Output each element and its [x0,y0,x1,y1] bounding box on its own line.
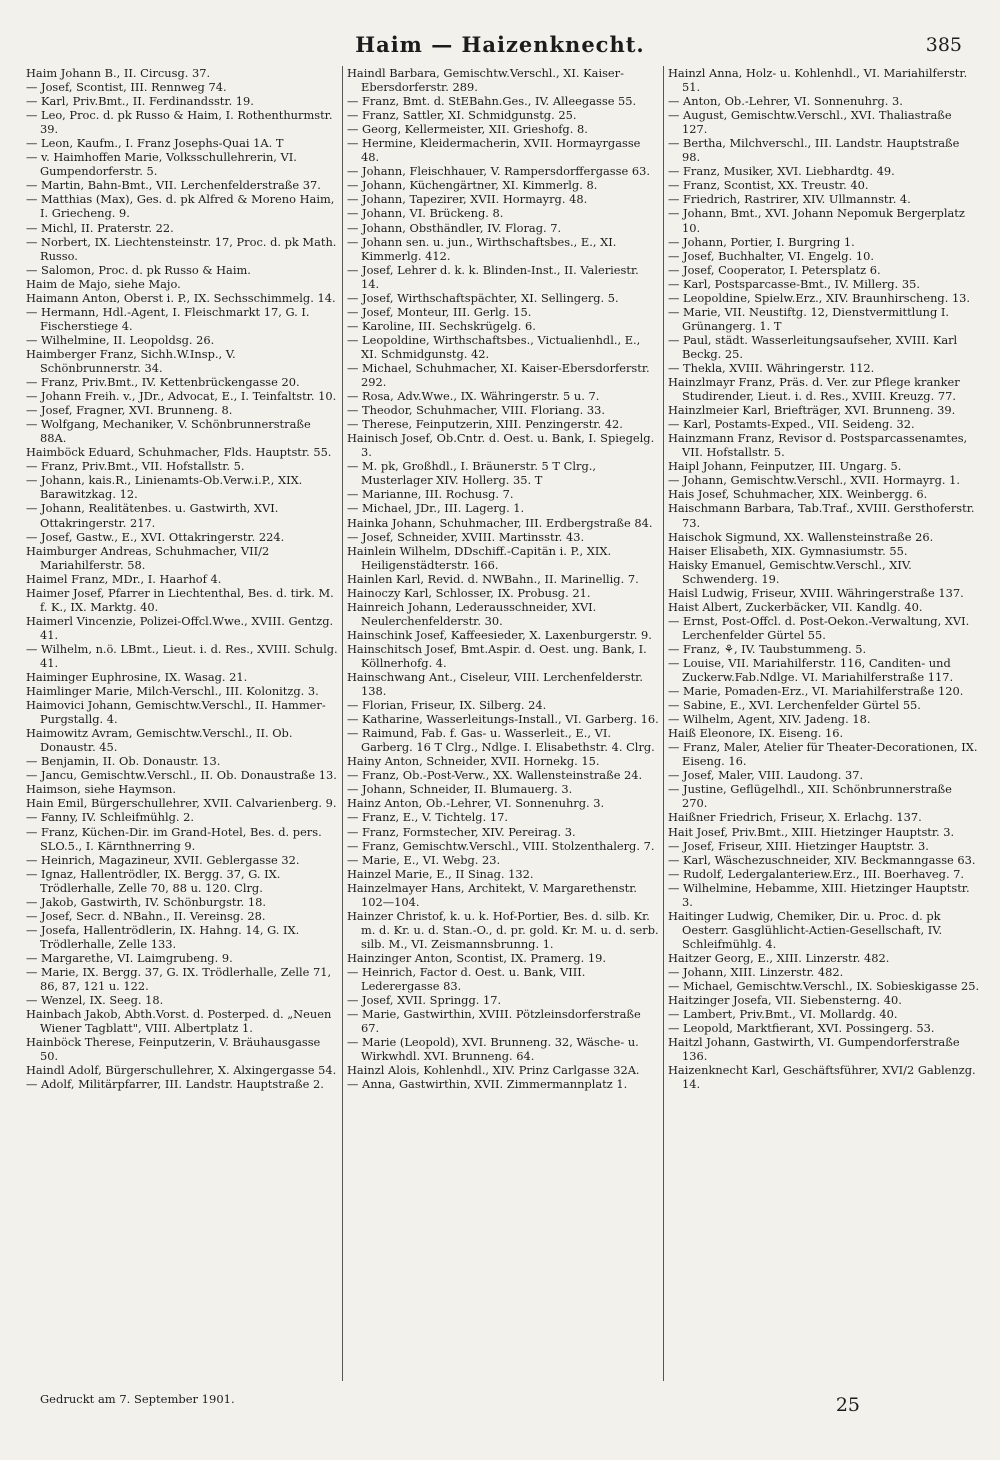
directory-entry: — Johann, Bmt., XVI. Johann Nepomuk Bergerplatz 10. [668,206,965,235]
directory-entry: — Franz, Ob.-Post-Verw., XX. Wallensteinstraße 24. [347,768,643,783]
directory-entry: Hainzl Alois, Kohlenhdl., XIV. Prinz Carlgasse 32A. [347,1063,640,1078]
directory-entry: — Johann Freih. v., JDr., Advocat, E., I. Teinfaltstr. 10. [26,389,337,404]
directory-entry: Haim Johann B., II. Circusg. 37. [26,66,211,80]
directory-entry: Hainoczy Karl, Schlosser, IX. Probusg. 21. [347,585,591,600]
directory-entry: Haipl Johann, Feinputzer, III. Ungarg. 5. [668,459,902,474]
directory-entry: Haiser Elisabeth, XIX. Gymnasiumstr. 55. [668,543,908,558]
directory-entry: Hainreich Johann, Lederausschneider, XVI. Neulerchenfelderstr. 30. [347,599,597,628]
directory-entry: — Josef, Friseur, XIII. Hietzinger Hauptstr. 3. [668,838,929,853]
directory-entry: — Franz, Formstecher, XIV. Pereirag. 3. [347,824,576,839]
directory-entry: — Franz, Sattler, XI. Schmidgunstg. 25. [347,108,577,123]
directory-entry: — Theodor, Schuhmacher, VIII. Floriang. 33. [347,403,606,418]
directory-entry: Haimerl Vincenzie, Polizei-Offcl.Wwe., XVIII. Gentzg. 41. [26,613,334,642]
directory-entry: — Katharine, Wasserleitungs-Install., VI. Garberg. 16. [347,712,659,727]
directory-entry: Haist Albert, Zuckerbäcker, VII. Kandlg. 40. [668,599,923,614]
directory-entry: Haisl Ludwig, Friseur, XVIII. Währingerstraße 137. [668,585,964,600]
directory-entry: — Franz, Bmt. d. StEBahn.Ges., IV. Alleegasse 55. [347,94,637,109]
directory-entry: — Josef, XVII. Springg. 17. [347,993,502,1008]
directory-entry: — Ernst, Post-Offcl. d. Post-Oekon.-Verwaltung, XVI. Lerchenfelder Gürtel 55. [668,613,970,642]
directory-entry: — Leopoldine, Spielw.Erz., XIV. Braunhirscheng. 13. [668,290,971,305]
directory-entry: Haiß Eleonore, IX. Eiseng. 16. [668,726,844,741]
directory-entry: — Fanny, IV. Schleifmühlg. 2. [26,810,195,825]
directory-entry: — Franz, Musiker, XVI. Liebhardtg. 49. [668,164,895,179]
directory-entry: Hainzel Marie, E., II Sinag. 132. [347,866,534,881]
directory-entry: — Franz, Scontist, XX. Treustr. 40. [668,178,869,193]
directory-entry: — Karoline, III. Sechskrügelg. 6. [347,318,536,333]
directory-entry: Haimel Franz, MDr., I. Haarhof 4. [26,571,222,586]
directory-entry: — Justine, Geflügelhdl., XII. Schönbrunnerstraße 270. [668,782,952,811]
print-date: Gedruckt am 7. September 1901. [40,1392,235,1406]
directory-entry: — Florian, Friseur, IX. Silberg. 24. [347,698,547,713]
directory-entry: — Michael, JDr., III. Lagerg. 1. [347,501,525,516]
directory-entry: — Paul, städt. Wasserleitungsaufseher, XVIII. Karl Beckg. 25. [668,332,958,361]
directory-entry: — Josef, Secr. d. NBahn., II. Vereinsg. 28. [26,908,266,923]
directory-entry: Haindl Adolf, Bürgerschullehrer, X. Alxingergasse 54. [26,1063,337,1078]
directory-entry: — Karl, Wäschezuschneider, XIV. Beckmanngasse 63. [668,852,976,867]
directory-entry: — Louise, VII. Mariahilferstr. 116, Canditen- und Zuckerw.Fab.Ndlge. VI. Mariahilferstraße 117. [668,655,954,685]
directory-entry: — Wilhelm, Agent, XIV. Jadeng. 18. [668,712,871,727]
directory-entry: — Franz, E., V. Tichtelg. 17. [347,810,508,825]
directory-entry: — Johann, Tapezirer, XVII. Hormayrg. 48. [347,192,588,207]
directory-entry: — Johann, Obsthändler, IV. Florag. 7. [347,220,562,235]
directory-entry: — Martin, Bahn-Bmt., VII. Lerchenfelderstraße 37. [26,178,321,193]
directory-entry: — Josef, Maler, VIII. Laudong. 37. [668,768,864,783]
directory-entry: Hait Josef, Priv.Bmt., XIII. Hietzinger Hauptstr. 3. [668,824,955,839]
directory-entry: — Marie (Leopold), XVI. Brunneng. 32, Wäsche- u. Wirkwhdl. XVI. Brunneng. 64. [347,1035,639,1064]
directory-entry: Hainschwang Ant., Ciseleur, VIII. Lerchenfelderstr. 138. [347,670,643,699]
directory-entry: — Leon, Kaufm., I. Franz Josephs-Quai 1A. T [26,136,284,151]
directory-entry: — Norbert, IX. Liechtensteinstr. 17, Proc. d. pk Math. Russo. [26,234,337,263]
page-title: Haim — Haizenknecht. [355,32,645,57]
directory-entry: Haimson, siehe Haymson. [26,782,176,797]
directory-entry: — M. pk, Großhdl., I. Bräunerstr. 5 T Clrg., Musterlager XIV. Hollerg. 35. T [347,459,596,488]
directory-entry: Haitzl Johann, Gastwirth, VI. Gumpendorferstraße 136. [668,1035,960,1064]
directory-entry: Hain Emil, Bürgerschullehrer, XVII. Calvarienberg. 9. [26,796,337,811]
sheet-number: 25 [835,1394,860,1416]
directory-entry: Hainka Johann, Schuhmacher, III. Erdbergstraße 84. [347,515,653,530]
directory-entry: — Lambert, Priv.Bmt., VI. Mollardg. 40. [668,1007,898,1022]
directory-entry: Haisky Emanuel, Gemischtw.Verschl., XIV. Schwenderg. 19. [668,557,912,586]
directory-entry: — August, Gemischtw.Verschl., XVI. Thaliastraße 127. [668,108,952,137]
directory-entry: — Karl, Priv.Bmt., II. Ferdinandsstr. 19. [26,94,254,109]
directory-entry: — Jakob, Gastwirth, IV. Schönburgstr. 18. [26,894,266,909]
directory-entry: — Ignaz, Hallentrödler, IX. Bergg. 37, G. IX. Trödlerhalle, Zelle 70, 88 u. 120. Clrg. [26,866,281,895]
directory-entry: — Franz, Gemischtw.Verschl., VIII. Stolzenthalerg. 7. [347,838,655,853]
directory-entry: — Wilhelm, n.ö. LBmt., Lieut. i. d. Res., XVIII. Schulg. 41. [26,641,338,670]
directory-entry: — Josef, Fragner, XVI. Brunneng. 8. [26,403,233,418]
directory-entry: Haißner Friedrich, Friseur, X. Erlachg. 137. [668,810,922,825]
directory-entry: — Michael, Schuhmacher, XI. Kaiser-Ebersdorferstr. 292. [347,360,650,390]
directory-entry: Hainisch Josef, Ob.Cntr. d. Oest. u. Bank, I. Spiegelg. 3. [347,431,655,460]
directory-entry: — Johann, Gemischtw.Verschl., XVII. Hormayrg. 1. [668,473,961,488]
directory-entry: — Marianne, III. Rochusg. 7. [347,487,514,502]
directory-entry: — Benjamin, II. Ob. Donaustr. 13. [26,754,221,769]
directory-entry: — Johann, VI. Brückeng. 8. [347,206,504,221]
directory-entry: Hainlen Karl, Revid. d. NWBahn., II. Marinellig. 7. [347,571,639,586]
directory-entry: Hainlein Wilhelm, DDschiff.-Capitän i. P., XIX. Heiligenstädterstr. 166. [347,543,612,572]
column-3 [663,66,984,1381]
directory-entry: — Karl, Postamts-Exped., VII. Seideng. 32. [668,417,915,432]
column-2 [342,66,663,1381]
directory-entry: — Leopoldine, Wirthschaftsbes., Victualienhdl., E., XI. Schmidgunstg. 42. [347,332,641,361]
column-1 [22,66,342,1381]
directory-entry: Haindl Barbara, Gemischtw.Verschl., XI. Kaiser-Ebersdorferstr. 289. [347,66,624,95]
directory-entry: — Johann, kais.R., Linienamts-Ob.Verw.i.P., XIX. Barawitzkag. 12. [26,473,303,502]
directory-entry: — Josef, Monteur, III. Gerlg. 15. [347,304,532,319]
directory-entry: — Johann, XIII. Linzerstr. 482. [668,965,844,979]
directory-entry: — Wenzel, IX. Seeg. 18. [26,993,164,1008]
directory-entry: — Rudolf, Ledergalanteriew.Erz., III. Boerhaveg. 7. [668,866,965,881]
page-header [0,32,1000,66]
directory-entry: — Leo, Proc. d. pk Russo & Haim, I. Rothenthurmstr. 39. [26,108,333,137]
directory-entry: Haimovici Johann, Gemischtw.Verschl., II. Hammer-Purgstallg. 4. [26,698,326,727]
directory-entry: Hainzmann Franz, Revisor d. Postsparcassenamtes, VII. Hofstallstr. 5. [668,431,968,460]
directory-entry: — Josefa, Hallentrödlerin, IX. Hahng. 14, G. IX. Trödlerhalle, Zelle 133. [26,922,300,951]
directory-entry: Haimer Josef, Pfarrer in Liechtenthal, Bes. d. tirk. M. f. K., IX. Marktg. 40. [26,585,334,614]
directory-entry: — Heinrich, Factor d. Oest. u. Bank, VIII. Lederergasse 83. [347,965,586,994]
directory-entry: Haimburger Andreas, Schuhmacher, VII/2 Mariahilferstr. 58. [26,543,270,572]
directory-entry: Haischmann Barbara, Tab.Traf., XVIII. Gersthoferstr. 73. [668,501,975,530]
directory-entry: — Raimund, Fab. f. Gas- u. Wasserleit., E., VI. Garberg. 16 T Clrg., Ndlge. I. Elisabethstr. 4. Clrg. [347,726,655,755]
directory-entry: — Friedrich, Rastrirer, XIV. Ullmannstr. 4. [668,192,911,207]
directory-entry: Haischok Sigmund, XX. Wallensteinstraße 26. [668,529,934,544]
directory-entry: — Johann, Küchengärtner, XI. Kimmerlg. 8. [347,178,598,193]
directory-entry: — Wilhelmine, Hebamme, XIII. Hietzinger Hauptstr. 3. [668,880,970,909]
directory-entry: — Margarethe, VI. Laimgrubeng. 9. [26,950,233,965]
directory-entry: — Rosa, Adv.Wwe., IX. Währingerstr. 5 u. 7. [347,389,600,404]
directory-entry: — Marie, E., VI. Webg. 23. [347,852,501,867]
directory-entry: — Franz, Priv.Bmt., IV. Kettenbrückengasse 20. [26,375,300,390]
directory-entry: — v. Haimhoffen Marie, Volksschullehrerin, VI. Gumpendorferstr. 5. [26,150,297,179]
directory-entry: — Heinrich, Magazineur, XVII. Geblergasse 32. [26,852,300,867]
directory-entry: Hainzl Anna, Holz- u. Kohlenhdl., VI. Mariahilferstr. 51. [668,66,968,95]
directory-entry: — Thekla, XVIII. Währingerstr. 112. [668,360,875,375]
directory-entry: — Bertha, Milchverschl., III. Landstr. Hauptstraße 98. [668,136,960,165]
directory-entry: — Johann, Portier, I. Burgring 1. [668,234,855,249]
directory-entry: Hainschink Josef, Kaffeesieder, X. Laxenburgerstr. 9. [347,627,652,642]
directory-entry: — Leopold, Marktfierant, XVI. Possingerg. 53. [668,1021,935,1036]
directory-entry: — Salomon, Proc. d. pk Russo & Haim. [26,262,251,277]
directory-entry: — Hermann, Hdl.-Agent, I. Fleischmarkt 17, G. I. Fischerstiege 4. [26,304,310,333]
page-number: 385 [925,34,962,56]
directory-entry: — Marie, VII. Neustiftg. 12, Dienstvermittlung I. Grünangerg. 1. T [668,304,950,333]
directory-entry: — Marie, Gastwirthin, XVIII. Pötzleinsdorferstraße 67. [347,1007,641,1036]
directory-entry: — Marie, IX. Bergg. 37, G. IX. Trödlerhalle, Zelle 71, 86, 87, 121 u. 122. [26,965,332,994]
directory-entry: Haimann Anton, Oberst i. P., IX. Sechsschimmelg. 14. [26,290,336,305]
directory-entry: Haim de Majo, siehe Majo. [26,276,181,291]
directory-entry: Hainz Anton, Ob.-Lehrer, VI. Sonnenuhrg. 3. [347,796,605,811]
directory-entry: Hainböck Therese, Feinputzerin, V. Bräuhausgasse 50. [26,1035,321,1064]
directory-entry: — Therese, Feinputzerin, XIII. Penzingerstr. 42. [347,417,623,432]
directory-entry: Haitzinger Josefa, VII. Siebensterng. 40. [668,993,902,1008]
directory-entry: — Josef, Cooperator, I. Petersplatz 6. [668,262,881,277]
directory-entry: Hais Josef, Schuhmacher, XIX. Weinbergg. 6. [668,487,928,502]
directory-entry: Haitzer Georg, E., XIII. Linzerstr. 482. [668,950,890,965]
directory-entry: Hainzlmayr Franz, Präs. d. Ver. zur Pflege kranker Studirender, Lieut. i. d. Res., XVIII. Kreuzg. 77. [668,375,960,404]
directory-entry: — Matthias (Max), Ges. d. pk Alfred & Moreno Haim, I. Griecheng. 9. [26,192,335,221]
directory-entry: — Adolf, Militärpfarrer, III. Landstr. Hauptstraße 2. [26,1077,324,1092]
directory-entry: — Josef, Gastw., E., XVI. Ottakringerstr. 224. [26,529,285,544]
directory-entry: — Hermine, Kleidermacherin, XVII. Hormayrgasse 48. [347,136,641,165]
directory-entry: — Johann, Fleischhauer, V. Rampersdorffergasse 63. [347,164,650,179]
directory-entry: Hainy Anton, Schneider, XVII. Hornekg. 15. [347,754,600,769]
directory-entry: — Franz, ⚘, IV. Taubstummeng. 5. [668,641,867,656]
directory-entry: — Josef, Lehrer d. k. k. Blinden-Inst., II. Valeriestr. 14. [347,262,639,291]
directory-entry: Haiminger Euphrosine, IX. Wasag. 21. [26,670,248,685]
directory-entry: Haimböck Eduard, Schuhmacher, Flds. Hauptstr. 55. [26,445,332,460]
directory-entry: Hainzelmayer Hans, Architekt, V. Margarethenstr. 102—104. [347,880,638,909]
directory-entry: Haimberger Franz, Sichh.W.Insp., V. Schönbrunnerstr. 34. [26,346,236,375]
directory-entry: Hainbach Jakob, Abth.Vorst. d. Posterped. d. „Neuen Wiener Tagblatt", VIII. Albertplatz 1. [26,1007,332,1036]
directory-entry: Hainzinger Anton, Scontist, IX. Pramerg. 19. [347,950,607,965]
directory-entry: — Michael, Gemischtw.Verschl., IX. Sobieskigasse 25. [668,979,980,994]
directory-entry: — Anton, Ob.-Lehrer, VI. Sonnenuhrg. 3. [668,94,903,109]
directory-entry: — Jancu, Gemischtw.Verschl., II. Ob. Donaustraße 13. [26,768,337,783]
directory-entry: — Anna, Gastwirthin, XVII. Zimmermannplatz 1. [347,1077,628,1092]
directory-entry: Haimlinger Marie, Milch-Verschl., III. Kolonitzg. 3. [26,684,319,699]
directory-entry: Hainzer Christof, k. u. k. Hof-Portier, Bes. d. silb. Kr. m. d. Kr. u. d. Stan.-O., d. pr. gold. Kr. M. u. d. serb. silb. M., VI. Zeismannsbrunng. 1. [347,908,659,951]
directory-entry: — Josef, Schneider, XVIII. Martinsstr. 43. [347,529,585,544]
directory-entry: — Johann, Schneider, II. Blumauerg. 3. [347,782,573,797]
directory-entry: — Franz, Maler, Atelier für Theater-Decorationen, IX. Eiseng. 16. [668,740,978,769]
directory-entry: Haizenknecht Karl, Geschäftsführer, XVI/2 Gablenzg. 14. [668,1063,976,1092]
directory-entry: Haitinger Ludwig, Chemiker, Dir. u. Proc. d. pk Oesterr. Gasglühlicht-Actien-Gesellschaft, IV. Schleifmühlg. 4. [668,908,943,951]
directory-entry: Hainzlmeier Karl, Briefträger, XVI. Brunneng. 39. [668,403,956,418]
directory-entry: — Wolfgang, Mechaniker, V. Schönbrunnerstraße 88A. [26,417,311,446]
directory-entry: Hainschitsch Josef, Bmt.Aspir. d. Oest. ung. Bank, I. Köllnerhofg. 4. [347,641,647,670]
directory-entry: — Georg, Kellermeister, XII. Grieshofg. 8. [347,122,588,137]
directory-entry: — Wilhelmine, II. Leopoldsg. 26. [26,332,215,347]
directory-entry: Haimowitz Avram, Gemischtw.Verschl., II. Ob. Donaustr. 45. [26,726,293,755]
directory-entry: — Johann sen. u. jun., Wirthschaftsbes., E., XI. Kimmerlg. 412. [347,234,617,263]
directory-entry: — Marie, Pomaden-Erz., VI. Mariahilferstraße 120. [668,684,964,699]
directory-entry: — Josef, Wirthschaftspächter, XI. Sellingerg. 5. [347,290,619,305]
directory-entry: — Josef, Buchhalter, VI. Engelg. 10. [668,248,874,263]
directory-entry: — Johann, Realitätenbes. u. Gastwirth, XVI. Ottakringerstr. 217. [26,501,279,530]
directory-entry: — Michl, II. Praterstr. 22. [26,220,174,235]
directory-entry: — Franz, Priv.Bmt., VII. Hofstallstr. 5. [26,459,245,474]
directory-entry: — Josef, Scontist, III. Rennweg 74. [26,80,227,95]
directory-columns [22,66,984,1381]
directory-entry: — Sabine, E., XVI. Lerchenfelder Gürtel 55. [668,698,921,713]
directory-entry: — Franz, Küchen-Dir. im Grand-Hotel, Bes. d. pers. SLO.5., I. Kärnthnerring 9. [26,824,322,853]
directory-entry: — Karl, Postsparcasse-Bmt., IV. Millerg. 35. [668,276,920,291]
